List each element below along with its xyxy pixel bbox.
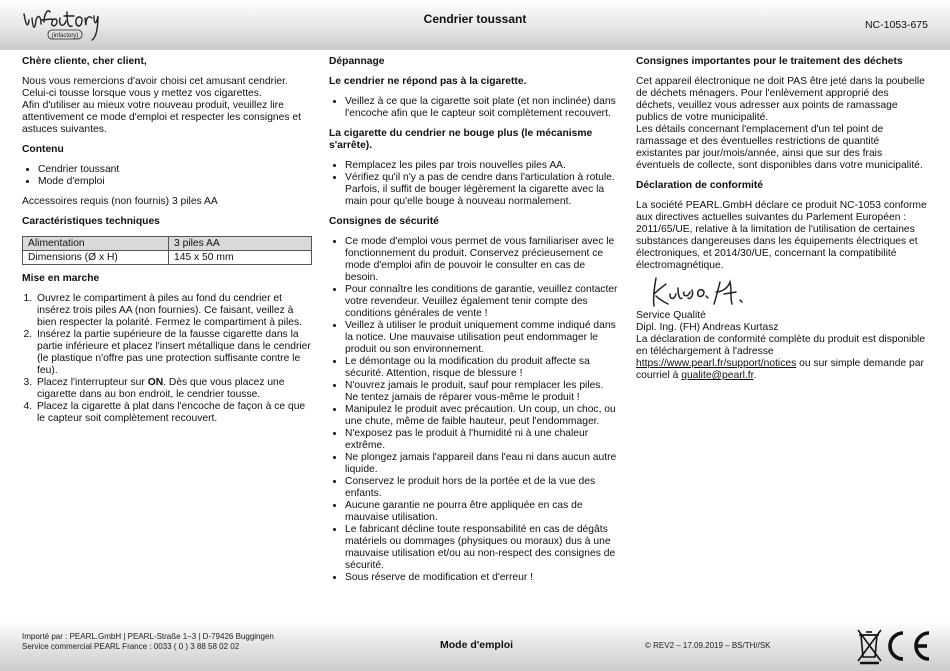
problem-1-heading: Le cendrier ne répond pas à la cigarette.: [329, 76, 527, 87]
intro-line-1: Nous vous remercions d'avoir choisi cet amusant cendrier. Celui-ci tousse lorsque vous y mettez vos cigarettes.: [22, 76, 288, 99]
list-item: • Veillez à ce que la cigarette soit plate (et non inclinée) dans l'encoche afin que le capteur soit complètement recouvert.: [345, 96, 619, 120]
conformity-paragraph: La société PEARL.GmbH déclare ce produit NC-1053 conforme aux directives actuelles suivantes du Parlement Européen : 2011/65/UE, relative à la limitation de l'utilisation de certaines substances dangereuses dans les équipements électriques et électroniques, et 2014/30/UE, concernant la compatibilité électromagnétique.: [636, 200, 927, 271]
list-item: • Mode d'emploi: [38, 176, 312, 188]
list-item: • Le fabricant décline toute responsabilité en cas de dégâts matériels ou dommages (physiques ou moraux) dus à une mauvaise utilisation et/ou au non-respect des consignes de sécurité.: [345, 524, 619, 572]
signatory-block: [636, 310, 928, 382]
signatory-name: Dipl. Ing. (FH) Andreas Kurtasz: [636, 322, 779, 333]
contents-heading: Contenu: [22, 144, 64, 155]
table-row: [23, 237, 312, 251]
ce-mark-icon: [890, 633, 929, 659]
intro-line-2: Afin d'utiliser au mieux votre nouveau produit, veuillez lire attentivement ce mode d'emploi et respecter les consignes et astuces suivantes.: [22, 100, 301, 135]
footer-mode-label: Mode d'emploi: [440, 639, 514, 651]
document-title: Cendrier toussant: [423, 12, 527, 26]
list-item: • Remplacez les piles par trois nouvelles piles AA.: [345, 160, 619, 172]
list-item: • Cendrier toussant: [38, 164, 312, 176]
list-item: • N'exposez pas le produit à l'humidité ni à une chaleur extrême.: [345, 428, 619, 452]
tech-table: [22, 236, 312, 265]
list-item: • Conservez le produit hors de la portée et de la vue des enfants.: [345, 476, 619, 500]
tech-heading: Caractéristiques techniques: [22, 216, 160, 227]
waste-text-1: Cet appareil électronique ne doit PAS être jeté dans la poubelle de déchets ménagers. Pour l'enlèvement approprié des déchets, veuillez vous adresser aux points de ramassage publics de votre municipalité.: [636, 76, 925, 123]
list-item: • N'ouvrez jamais le produit, sauf pour remplacer les piles. Ne tentez jamais de réparer vous-même le produit !: [345, 380, 619, 404]
safety-heading: Consignes de sécurité: [329, 216, 439, 227]
problem-2-list: [329, 160, 619, 208]
table-cell: 145 x 50 mm: [169, 251, 312, 265]
setup-step: 4. Placez la cigarette à plat dans l'encoche de façon à ce que le capteur soit complètement recouvert.: [35, 401, 312, 425]
table-cell: Alimentation: [23, 237, 169, 251]
contents-list: [22, 164, 312, 188]
revision-info: © REV2 – 17.09.2019 – BS/TH//SK: [645, 641, 771, 650]
list-item: • Aucune garantie ne pourra être appliquée en cas de mauvaise utilisation.: [345, 500, 619, 524]
table-cell: Dimensions (Ø x H): [23, 251, 169, 265]
accessories-text: Accessoires requis (non fournis) 3 piles AA: [22, 196, 218, 207]
signature: [644, 274, 764, 310]
importer-line: Importé par : PEARL.GmbH | PEARL-Straße 1–3 | D-79426 Buggingen: [22, 632, 274, 641]
svg-text:(infactory): (infactory): [51, 33, 79, 39]
list-item: • Veillez à utiliser le produit uniquement comme indiqué dans la notice. Une mauvaise utilisation peut endommager le produit ou son environnement.: [345, 320, 619, 356]
service-label: Service Qualité: [636, 310, 706, 321]
waste-paragraph: [636, 76, 928, 172]
importer-info: [22, 632, 274, 652]
setup-steps: [22, 293, 312, 425]
intro-paragraph: [22, 76, 312, 136]
switch-on-label: ON: [147, 377, 164, 388]
notices-link[interactable]: https://www.pearl.fr/support/notices: [636, 358, 797, 369]
list-item: • Le démontage ou la modification du produit affecte sa sécurité. Attention, risque de blessure !: [345, 356, 619, 380]
setup-step: [35, 377, 312, 401]
column-troubleshooting: [329, 56, 619, 592]
conformity-heading: Déclaration de conformité: [636, 180, 764, 191]
list-item: • Pour connaître les conditions de garantie, veuillez contacter votre revendeur. Veuillez également tenir compte des conditions générales de vente !: [345, 284, 619, 320]
setup-step: 1. Ouvrez le compartiment à piles au fond du cendrier et insérez trois piles AA (non fournies). Ce faisant, veillez à bien respecter la polarité. Fermez le compartiment à piles.: [35, 293, 312, 329]
document-reference: NC-1053-675: [864, 19, 928, 31]
list-item: • Sous réserve de modification et d'erreur !: [345, 572, 619, 584]
troubleshooting-heading: Dépannage: [329, 56, 385, 67]
service-line: Service commercial PEARL France : 0033 ( 0 ) 3 88 58 02 02: [22, 642, 240, 651]
safety-list: [329, 236, 619, 584]
greeting: Chère cliente, cher client,: [22, 56, 147, 67]
column-compliance: [636, 56, 928, 382]
problem-2-heading: La cigarette du cendrier ne bouge plus (le mécanisme s'arrête).: [329, 128, 593, 151]
column-intro: [22, 56, 312, 433]
weee-bin-icon: [858, 630, 881, 663]
or-text: ou sur simple demande par courriel à: [636, 358, 924, 381]
list-item: • Manipulez le produit avec précaution. Un coup, un choc, ou une chute, même de faible hauteur, peut l'endommager.: [345, 404, 619, 428]
setup-step: 2. Insérez la partie supérieure de la fausse cigarette dans la partie inférieure et placez l'insert métallique dans le cendrier (le plastique n'offre pas une protection suffisante contre le feu).: [35, 329, 312, 377]
email-link[interactable]: qualite@pearl.fr: [681, 370, 754, 381]
list-item: • Vérifiez qu'il n'y a pas de cendre dans l'articulation à rotule. Parfois, il suffit de bouger légèrement la cigarette avec la main pour qu'elle bouge à nouveau normalement.: [345, 172, 619, 208]
table-cell: 3 piles AA: [169, 237, 312, 251]
end-punct: .: [753, 370, 757, 381]
page-footer: [0, 621, 950, 671]
setup-heading: Mise en marche: [22, 273, 100, 284]
step3-text: Placez l'interrupteur sur: [37, 377, 148, 388]
waste-text-2: Les détails concernant l'emplacement d'un tel point de ramassage et des éventuelles restrictions de quantité existantes par jour/mois/année, ainsi que sur des frais éventuels de collecte, sont disponibles dans votre municipalité.: [636, 124, 923, 171]
certification-marks: [855, 627, 933, 665]
problem-1-list: [329, 96, 619, 120]
waste-heading: Consignes importantes pour le traitement des déchets: [636, 56, 903, 67]
list-item: • Ne plongez jamais l'appareil dans l'eau ni dans aucun autre liquide.: [345, 452, 619, 476]
download-text: La déclaration de conformité complète du produit est disponible en téléchargement à l'adresse: [636, 334, 926, 357]
page-header: [0, 0, 950, 50]
list-item: • Ce mode d'emploi vous permet de vous familiariser avec le fonctionnement du produit. Conservez précieusement ce mode d'emploi afin de pouvoir le consulter en cas de besoin.: [345, 236, 619, 284]
table-row: [23, 251, 312, 265]
step3-text-end: . Dès que vous placez une cigarette dans au bon endroit, le cendrier tousse.: [37, 377, 285, 400]
